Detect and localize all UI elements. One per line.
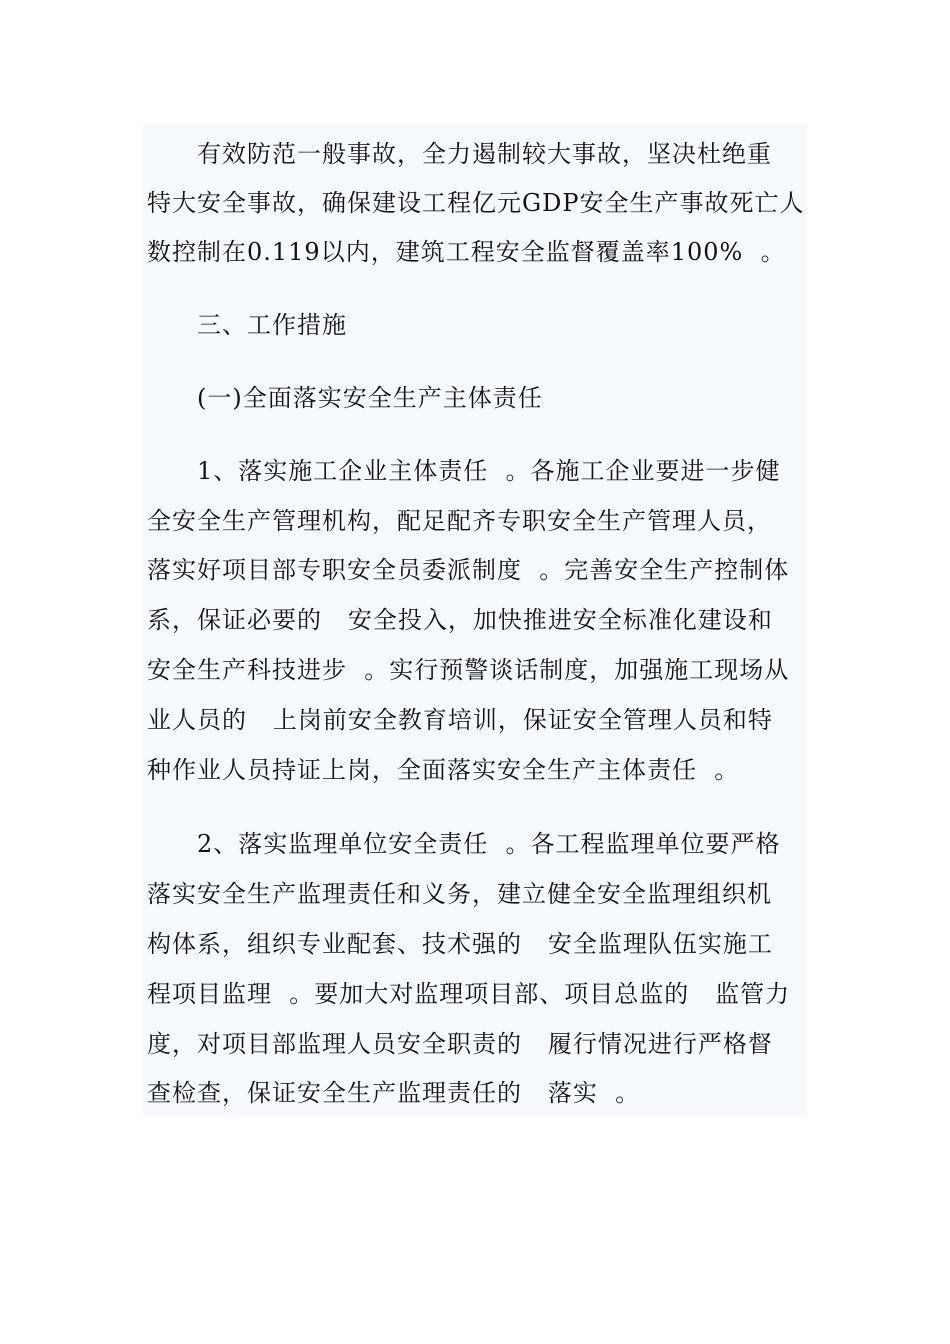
paragraph-2-line-2: 全安全生产管理机构，配足配齐专职安全生产管理人员， <box>147 507 772 535</box>
paragraph-2-line-1: 1、落实施工企业主体责任 。各施工企业要进一步健 <box>197 457 781 485</box>
subsection-heading: (一)全面落实安全生产主体责任 <box>197 384 543 412</box>
paragraph-3-line-2: 落实安全生产监理责任和义务，建立健全安全监理组织机 <box>147 880 772 908</box>
section-heading: 三、工作措施 <box>197 311 347 339</box>
paragraph-3-line-5: 度，对项目部监理人员安全职责的 履行情况进行严格督 <box>147 1030 773 1058</box>
document-text-block <box>143 124 807 1116</box>
paragraph-3-line-3: 构体系，组织专业配套、技术强的 安全监理队伍实施工 <box>147 930 773 958</box>
paragraph-2-line-5: 安全生产科技进步 。实行预警谈话制度，加强施工现场从 <box>147 656 790 684</box>
paragraph-1-line-2: 特大安全事故，确保建设工程亿元GDP安全生产事故死亡人 <box>147 189 805 217</box>
paragraph-3-line-6: 查检查，保证安全生产监理责任的 落实 。 <box>147 1079 641 1107</box>
paragraph-1-line-3: 数控制在0.119以内，建筑工程安全监督覆盖率100% 。 <box>147 238 786 266</box>
paragraph-2-line-4: 系，保证必要的 安全投入，加快推进安全标准化建设和 <box>147 606 773 634</box>
paragraph-3-line-4: 程项目监理 。要加大对监理项目部、项目总监的 监管力 <box>147 980 791 1008</box>
paragraph-1-line-1: 有效防范一般事故，全力遏制较大事故，坚决杜绝重 <box>197 140 772 168</box>
paragraph-2-line-3: 落实好项目部专职安全员委派制度 。完善安全生产控制体 <box>147 556 790 584</box>
paragraph-2-line-6: 业人员的 上岗前安全教育培训，保证安全管理人员和特 <box>147 706 773 734</box>
paragraph-2-line-7: 种作业人员持证上岗，全面落实安全生产主体责任 。 <box>147 756 740 784</box>
paragraph-3-line-1: 2、落实监理单位安全责任 。各工程监理单位要严格 <box>197 830 781 858</box>
